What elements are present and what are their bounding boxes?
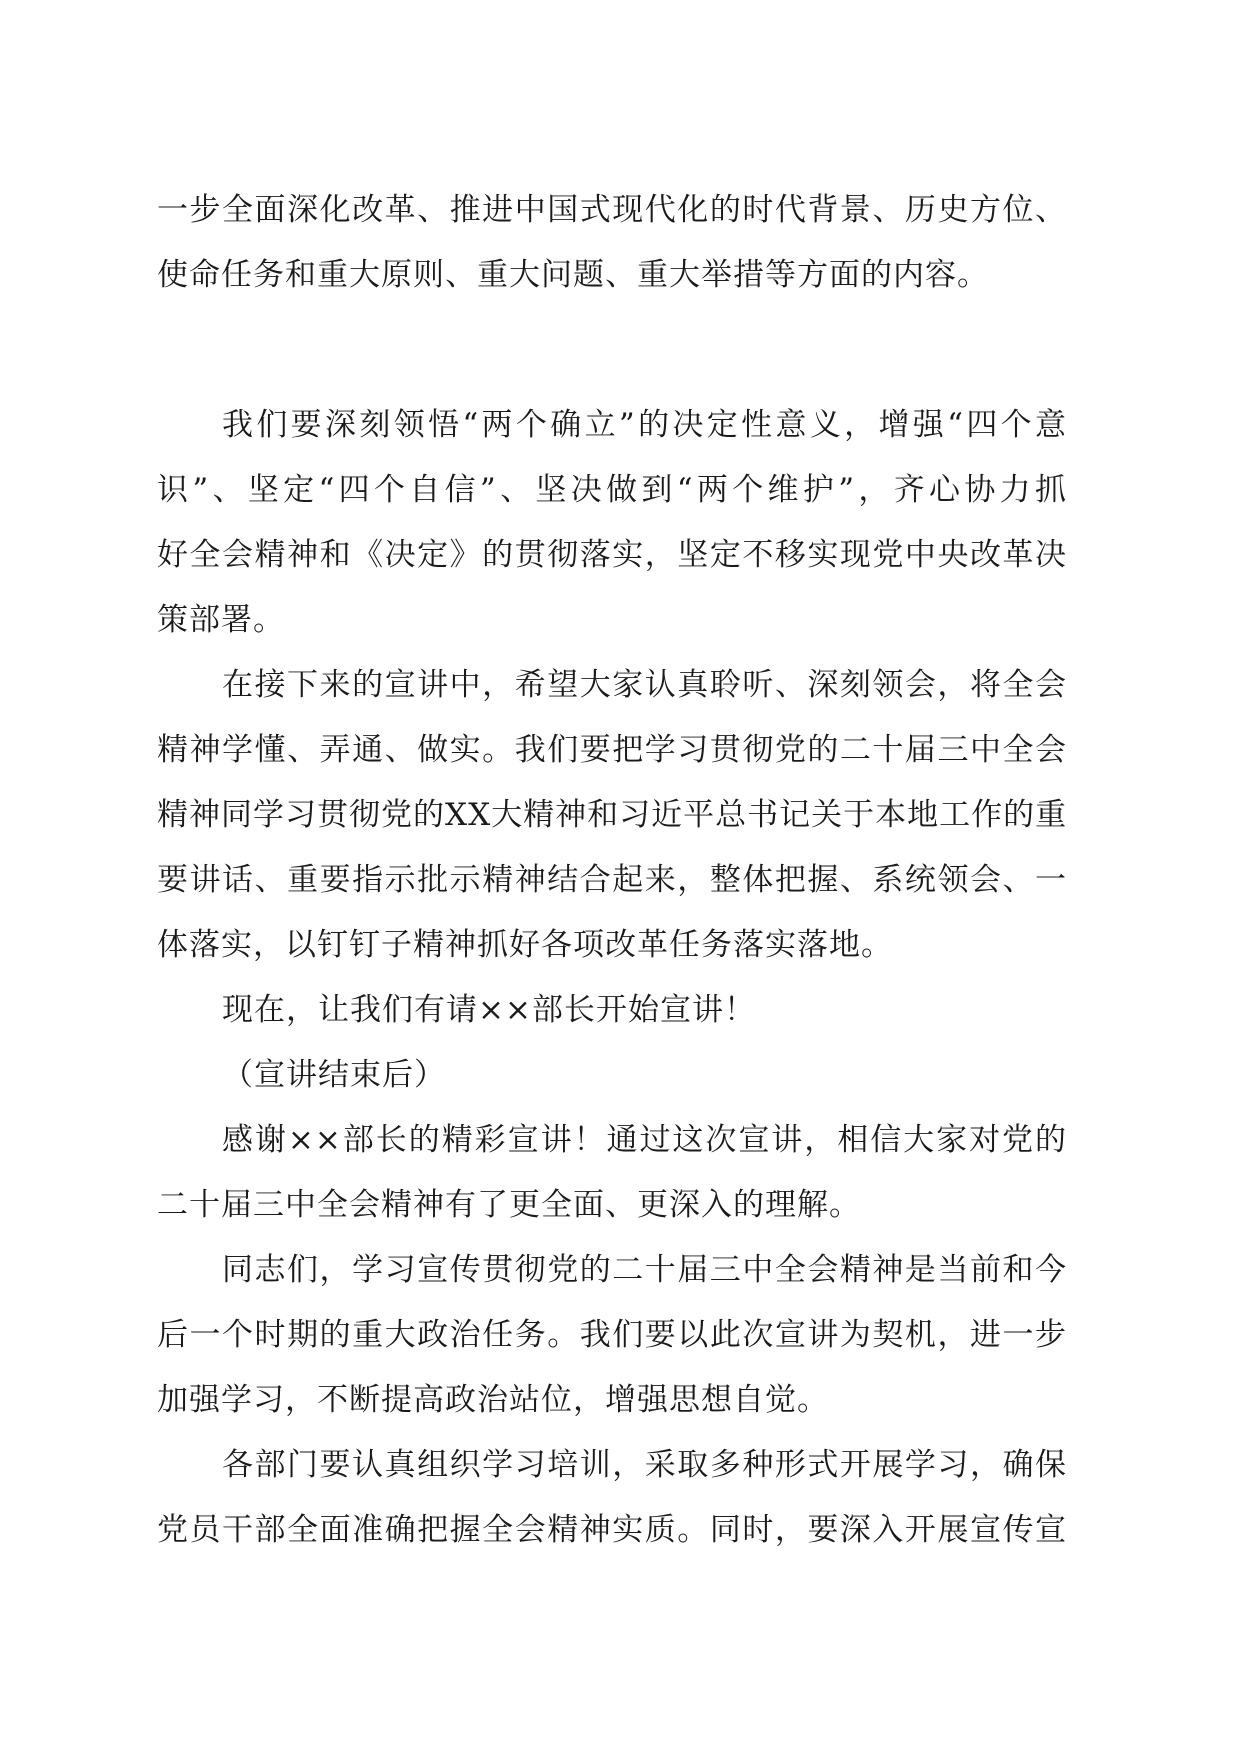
text-line: 体落实，以钉钉子精神抓好各项改革任务落实落地。 <box>157 927 893 963</box>
paragraph-start-line: 各部门要认真组织学习培训，采取多种形式开展学习，确保 <box>222 1447 1067 1483</box>
text-line: 精神同学习贯彻党的XX大精神和习近平总书记关于本地工作的重 <box>157 797 1068 833</box>
text-line: 党员干部全面准确把握全会精神实质。同时，要深入开展宣传宣 <box>157 1512 1067 1548</box>
paragraph-start-line: 同志们，学习宣传贯彻党的二十届三中全会精神是当前和今 <box>222 1252 1067 1288</box>
text-line: 策部署。 <box>157 602 285 638</box>
paragraph-start-line: 感谢××部长的精彩宣讲！通过这次宣讲，相信大家对党的 <box>222 1122 1067 1158</box>
text-line: 加强学习，不断提高政治站位，增强思想自觉。 <box>157 1382 829 1418</box>
stage-direction: （宣讲结束后） <box>222 1057 446 1093</box>
text-line: 精神学懂、弄通、做实。我们要把学习贯彻党的二十届三中全会 <box>157 732 1067 768</box>
text-line: 识”、坚定“四个自信”、坚决做到“两个维护”，齐心协力抓 <box>157 472 1067 508</box>
text-line: 使命任务和重大原则、重大问题、重大举措等方面的内容。 <box>157 257 989 293</box>
paragraph-start-line: 我们要深刻领悟“两个确立”的决定性意义，增强“四个意 <box>222 407 1067 443</box>
text-line: 一步全面深化改革、推进中国式现代化的时代背景、历史方位、 <box>157 192 1067 228</box>
paragraph-start-line: 现在，让我们有请××部长开始宣讲！ <box>222 992 756 1028</box>
text-line: 要讲话、重要指示批示精神结合起来，整体把握、系统领会、一 <box>157 862 1067 898</box>
text-line: 后一个时期的重大政治任务。我们要以此次宣讲为契机，进一步 <box>157 1317 1067 1353</box>
text-line: 二十届三中全会精神有了更全面、更深入的理解。 <box>157 1187 861 1223</box>
text-line: 好全会精神和《决定》的贯彻落实，坚定不移实现党中央改革决 <box>157 537 1067 573</box>
paragraph-start-line: 在接下来的宣讲中，希望大家认真聆听、深刻领会，将全会 <box>222 667 1067 703</box>
